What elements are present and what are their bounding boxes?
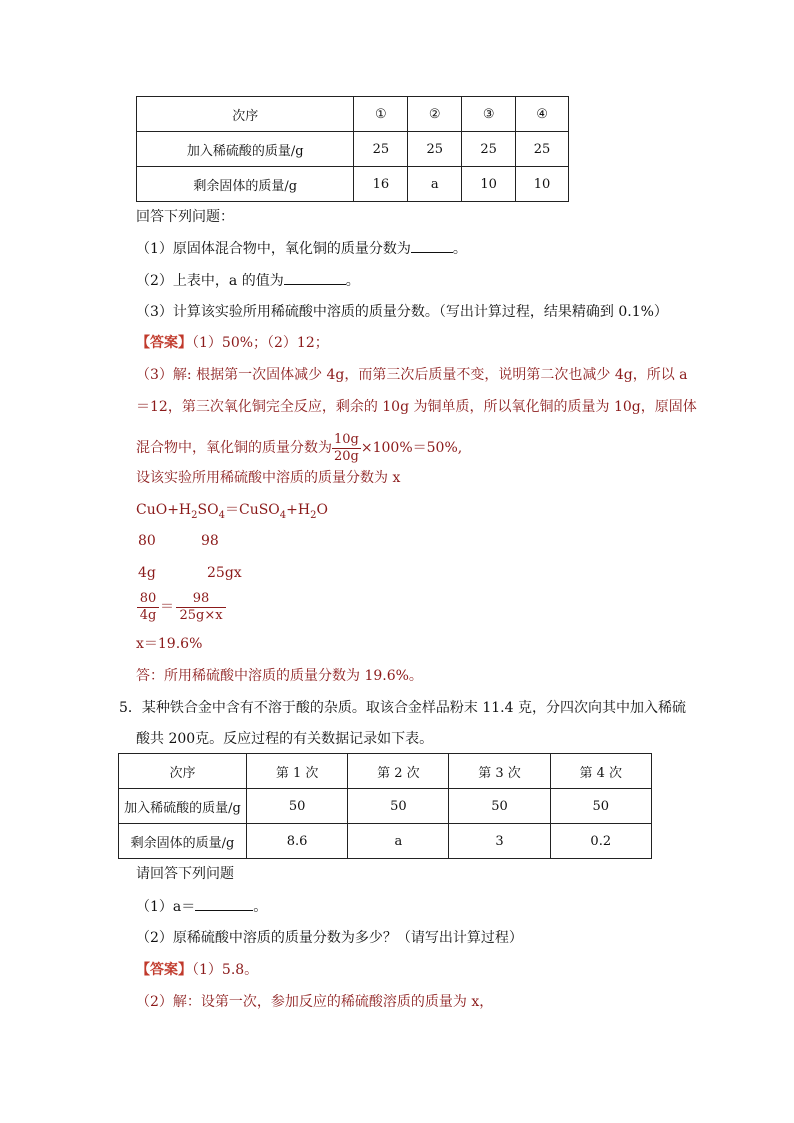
q4-solution-line: ＝12，第三次氧化铜完全反应，剩余的 10g 为铜单质，所以氧化铜的质量为 10g，原固体 <box>136 399 697 415</box>
q4-question-1 <box>136 239 467 259</box>
q5-question-1-end: 。 <box>253 899 268 915</box>
answer-blank[interactable] <box>195 910 253 911</box>
table-cell: 10 <box>516 167 569 202</box>
equation-part: ＝CuSO <box>224 502 280 518</box>
table-cell: 50 <box>348 789 449 824</box>
table-cell: 25 <box>516 132 569 167</box>
subscript: 2 <box>191 509 198 521</box>
table-cell: 16 <box>354 167 408 202</box>
table-cell: 第 3 次 <box>449 754 550 789</box>
equals-sign: ＝ <box>160 599 174 615</box>
table-cell: a <box>408 167 462 202</box>
table-cell: 第 4 次 <box>550 754 651 789</box>
table-cell: 50 <box>246 789 347 824</box>
q4-question-2 <box>136 271 360 291</box>
table-cell: 25 <box>354 132 408 167</box>
table-cell: 剩余固体的质量/g <box>119 824 247 859</box>
fraction-numerator: 10g <box>334 431 359 447</box>
q5-question-1 <box>136 897 267 917</box>
equation-part: SO <box>197 502 219 518</box>
q5-question-2: （2）原稀硫酸中溶质的质量分数为多少？（请写出计算过程） <box>136 930 523 946</box>
x-result: x＝19.6% <box>136 636 203 652</box>
answer-text: （1）5.8。 <box>192 962 259 978</box>
ratio-value: 25gx <box>207 565 242 581</box>
table-cell: 加入稀硫酸的质量/g <box>137 132 354 167</box>
q4-prompt: 回答下列问题： <box>136 209 234 225</box>
subscript: 4 <box>279 509 287 521</box>
table-cell: a <box>348 824 449 859</box>
chemical-equation <box>136 500 328 526</box>
table-cell: ① <box>354 97 408 132</box>
q5-stem-line: 5．某种铁合金中含有不溶于酸的杂质。取该合金样品粉末 11.4 克，分四次向其中加入稀硫 <box>119 700 686 716</box>
fraction-denominator: 20g <box>334 448 359 464</box>
table-cell: 8.6 <box>246 824 347 859</box>
equation-part: CuO+H <box>136 502 192 518</box>
ratio-value: 98 <box>201 533 219 549</box>
final-answer: 答：所用稀硫酸中溶质的质量分数为 19.6%。 <box>136 668 423 684</box>
table-cell: 次序 <box>119 754 247 789</box>
table-cell: 10 <box>462 167 516 202</box>
table-cell: 25 <box>408 132 462 167</box>
q5-stem-line: 酸共 200克。反应过程的有关数据记录如下表。 <box>136 731 434 747</box>
data-table-1 <box>136 96 569 202</box>
table-row <box>137 132 569 167</box>
fraction-denominator: 4g <box>139 608 157 623</box>
subscript: 4 <box>218 509 225 521</box>
subscript: 2 <box>310 509 317 521</box>
q5-answer <box>136 960 258 980</box>
table-cell: ③ <box>462 97 516 132</box>
table-cell: 25 <box>462 132 516 167</box>
table-cell: ④ <box>516 97 569 132</box>
q5-question-1-text: （1）a＝ <box>136 899 196 915</box>
ratio-value: 80 <box>138 533 156 549</box>
fraction-numerator: 80 <box>137 591 159 608</box>
proportion-fraction-left <box>137 591 159 624</box>
answer-blank[interactable] <box>411 252 453 253</box>
table-cell: 第 1 次 <box>246 754 347 789</box>
table-cell: 50 <box>449 789 550 824</box>
table-cell: 0.2 <box>550 824 651 859</box>
answer-blank[interactable] <box>284 284 346 285</box>
fraction-denominator: 25g×x <box>179 608 223 623</box>
q4-question-2-end: 。 <box>345 273 360 289</box>
answer-tag: 【答案】 <box>136 335 192 351</box>
solution-text: ×100%＝50%, <box>360 440 463 456</box>
q4-question-1-end: 。 <box>452 241 467 257</box>
table-header-row <box>119 754 652 789</box>
q4-question-2-text: （2）上表中，a 的值为 <box>136 273 284 289</box>
q4-solution-line <box>136 429 462 467</box>
solution-text: 混合物中，氧化铜的质量分数为 <box>136 440 332 456</box>
table-cell: 剩余固体的质量/g <box>137 167 354 202</box>
q4-answer <box>136 333 329 353</box>
answer-tag: 【答案】 <box>136 962 192 978</box>
q4-question-1-text: （1）原固体混合物中，氧化铜的质量分数为 <box>136 241 411 257</box>
q5-prompt: 请回答下列问题 <box>136 866 234 882</box>
ratio-value: 4g <box>138 565 156 581</box>
answer-text: （1）50%；（2）12； <box>192 335 329 351</box>
q4-solution-line: （3）解: 根据第一次固体减少 4g，而第三次后质量不变，说明第二次也减少 4g，所以 a <box>136 367 688 383</box>
table-row <box>137 167 569 202</box>
table-header-row <box>137 97 569 132</box>
proportion-fraction-right <box>176 591 226 624</box>
equation-part: O <box>316 502 328 518</box>
q4-question-3: （3）计算该实验所用稀硫酸中溶质的质量分数。（写出计算过程，结果精确到 0.1%） <box>136 304 668 320</box>
fraction-numerator: 98 <box>176 591 226 608</box>
fraction <box>332 432 361 465</box>
table-cell: 加入稀硫酸的质量/g <box>119 789 247 824</box>
table-row <box>119 789 652 824</box>
data-table-2 <box>118 753 652 859</box>
table-cell: 次序 <box>137 97 354 132</box>
table-cell: 50 <box>550 789 651 824</box>
table-cell: ② <box>408 97 462 132</box>
let-x-line: 设该实验所用稀硫酸中溶质的质量分数为 x <box>136 470 401 486</box>
table-row <box>119 824 652 859</box>
equation-part: +H <box>286 502 311 518</box>
q5-solution-line: （2）解：设第一次，参加反应的稀硫酸溶质的质量为 x， <box>136 994 494 1010</box>
table-cell: 第 2 次 <box>348 754 449 789</box>
table-cell: 3 <box>449 824 550 859</box>
